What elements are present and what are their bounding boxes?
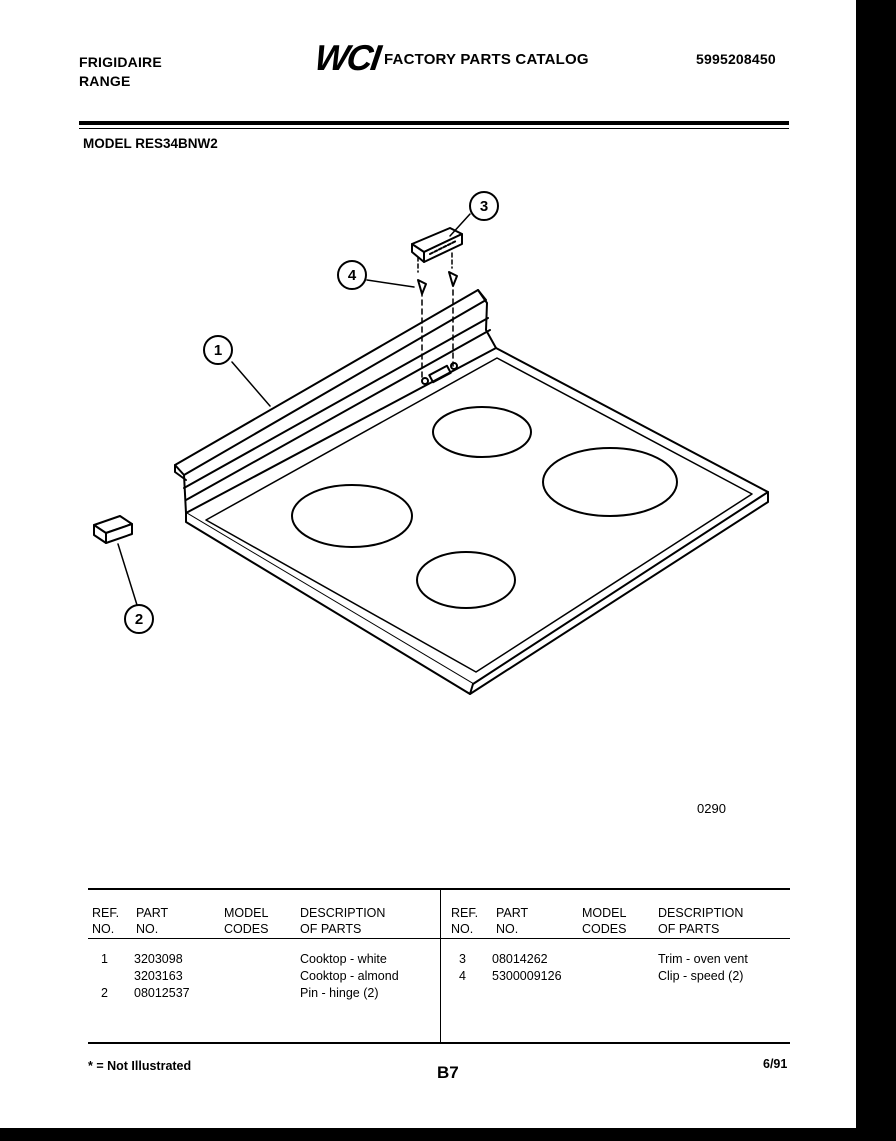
ref-no: 4: [459, 969, 466, 983]
not-illustrated-note: * = Not Illustrated: [88, 1059, 192, 1073]
speed-clip-right: [449, 272, 457, 286]
part-description: Clip - speed (2): [658, 969, 744, 983]
table-header-rule: [88, 938, 790, 939]
part-no: 08012537: [134, 986, 190, 1000]
col-ref-no-right: REF. NO.: [451, 906, 479, 936]
speed-clip-left: [418, 280, 426, 294]
part-description: Cooktop - white: [300, 952, 387, 966]
ref-no: 2: [101, 986, 108, 1000]
col-part-no-right: PART NO.: [496, 906, 529, 936]
part-no: 5300009126: [492, 969, 562, 983]
col-ref-no: REF. NO.: [92, 906, 120, 936]
part-no: 3203098: [134, 952, 183, 966]
callout-label-4: 4: [347, 267, 357, 284]
model-label: MODEL RES34BNW2: [83, 136, 218, 151]
col-description-right: DESCRIPTION OF PARTS: [658, 906, 744, 936]
callout-label-3: 3: [479, 198, 489, 215]
revision-date: 6/91: [763, 1057, 788, 1071]
page-number: B7: [437, 1063, 459, 1082]
cooktop-outline: [186, 348, 768, 684]
catalog-number: 5995208450: [696, 51, 776, 67]
ref-no: 1: [101, 952, 108, 966]
col-description: DESCRIPTION OF PARTS: [300, 906, 386, 936]
part-description: Trim - oven vent: [658, 952, 748, 966]
callout-label-2: 2: [134, 611, 144, 628]
product-type: RANGE: [79, 73, 131, 89]
part-no: 3203163: [134, 969, 183, 983]
table-bottom-rule: [88, 1042, 790, 1044]
part-no: 08014262: [492, 952, 548, 966]
col-model-codes-right: MODEL CODES: [582, 906, 627, 936]
hinge-pin: [94, 516, 132, 543]
table-column-divider: [440, 888, 441, 1042]
ref-no: 3: [459, 952, 466, 966]
oven-vent-trim: [412, 228, 462, 262]
brand-name: FRIGIDAIRE: [79, 54, 162, 70]
drawing-code: 0290: [697, 801, 726, 816]
catalog-title: FACTORY PARTS CATALOG: [384, 51, 589, 68]
col-part-no: PART NO.: [136, 906, 169, 936]
table-top-rule: [88, 888, 790, 890]
wci-logo: WCI: [312, 37, 382, 78]
col-model-codes: MODEL CODES: [224, 906, 269, 936]
part-description: Cooktop - almond: [300, 969, 399, 983]
callout-label-1: 1: [213, 342, 223, 359]
part-description: Pin - hinge (2): [300, 986, 379, 1000]
